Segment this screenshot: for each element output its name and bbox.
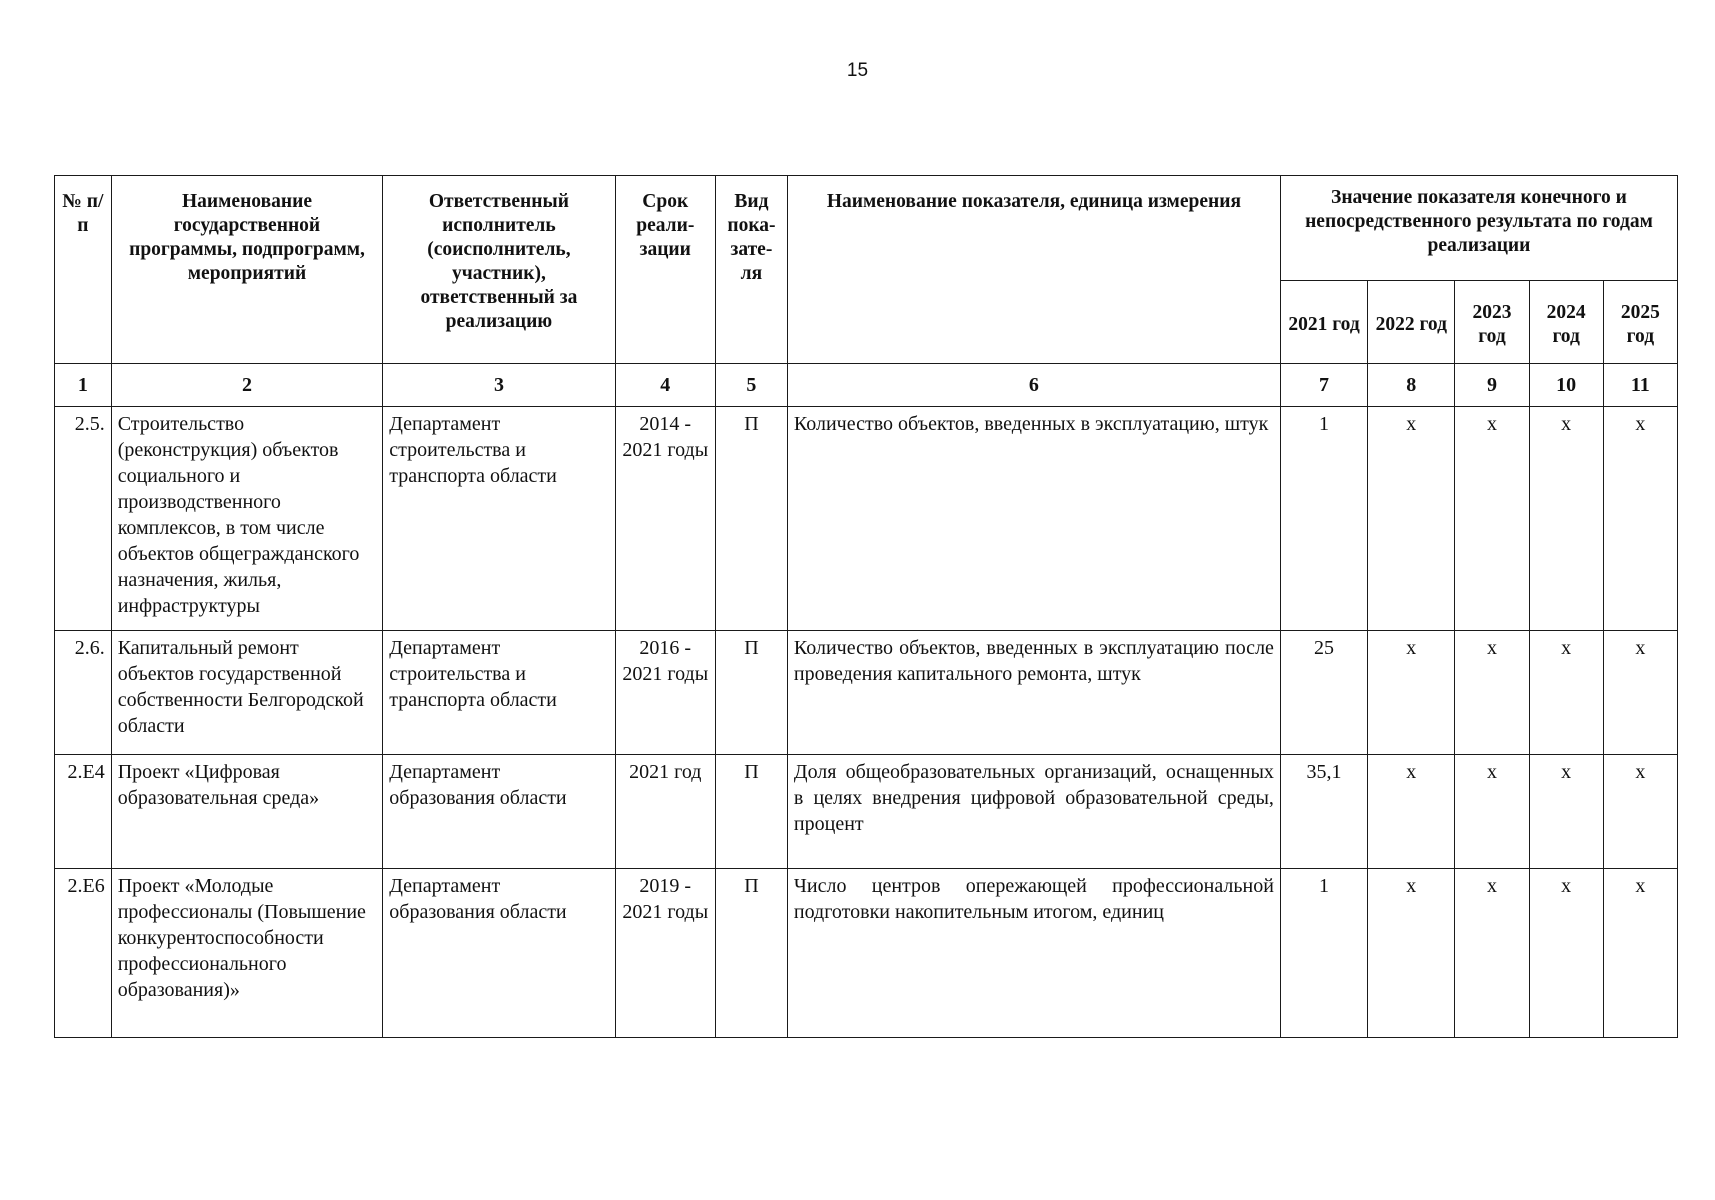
row-value-2023: х (1455, 755, 1529, 869)
row-number: 2.Е6 (55, 869, 112, 1038)
indicators-table (54, 175, 1678, 1038)
table-row (55, 407, 1678, 631)
table-header-row (55, 176, 1678, 281)
page-number: 15 (846, 60, 869, 81)
column-number: 7 (1280, 364, 1367, 407)
row-value-2022: х (1368, 869, 1455, 1038)
row-value-2023: х (1455, 869, 1529, 1038)
row-program-name: Капитальный ремонт объектов государственной собственности Белгородской области (111, 631, 383, 755)
header-indicator-name: Наименование показателя, единица измерения (787, 176, 1280, 364)
row-indicator-kind: П (715, 869, 787, 1038)
table-row (55, 631, 1678, 755)
row-value-2025: х (1603, 755, 1677, 869)
header-term: Срок реали-зации (615, 176, 715, 364)
row-number: 2.6. (55, 631, 112, 755)
row-indicator-name: Доля общеобразовательных организаций, оснащенных в целях внедрения цифровой образовательной среды, процент (787, 755, 1280, 869)
row-value-2024: х (1529, 755, 1603, 869)
header-values-group: Значение показателя конечного и непосредственного результата по годам реализации (1280, 176, 1677, 281)
row-indicator-kind: П (715, 631, 787, 755)
row-value-2023: х (1455, 407, 1529, 631)
row-value-2021: 25 (1280, 631, 1367, 755)
row-number: 2.Е4 (55, 755, 112, 869)
row-value-2025: х (1603, 631, 1677, 755)
column-number: 4 (615, 364, 715, 407)
column-number: 6 (787, 364, 1280, 407)
column-number: 9 (1455, 364, 1529, 407)
column-number: 11 (1603, 364, 1677, 407)
row-indicator-kind: П (715, 755, 787, 869)
row-indicator-kind: П (715, 407, 787, 631)
row-value-2022: х (1368, 631, 1455, 755)
header-year-2024: 2024 год (1529, 281, 1603, 364)
header-executor: Ответственный исполнитель (соисполнитель, участник), ответственный за реализацию (383, 176, 615, 364)
header-year-2022: 2022 год (1368, 281, 1455, 364)
column-number: 5 (715, 364, 787, 407)
header-program-name: Наименование государственной программы, подпрограмм, мероприятий (111, 176, 383, 364)
header-number: № п/п (55, 176, 112, 364)
column-number: 8 (1368, 364, 1455, 407)
column-number: 1 (55, 364, 112, 407)
column-numbers-row (55, 364, 1678, 407)
row-value-2024: х (1529, 631, 1603, 755)
row-indicator-name: Количество объектов, введенных в эксплуатацию после проведения капитального ремонта, штук (787, 631, 1280, 755)
table-row (55, 869, 1678, 1038)
row-indicator-name: Число центров опережающей профессиональной подготовки накопительным итогом, единиц (787, 869, 1280, 1038)
header-year-2021: 2021 год (1280, 281, 1367, 364)
row-value-2021: 1 (1280, 869, 1367, 1038)
header-year-2023: 2023 год (1455, 281, 1529, 364)
row-program-name: Проект «Цифровая образовательная среда» (111, 755, 383, 869)
header-indicator-kind: Вид пока-зате-ля (715, 176, 787, 364)
row-term: 2021 год (615, 755, 715, 869)
row-value-2025: х (1603, 869, 1677, 1038)
column-number: 3 (383, 364, 615, 407)
row-term: 2014 - 2021 годы (615, 407, 715, 631)
row-executor: Департамент образования области (383, 755, 615, 869)
table-row (55, 755, 1678, 869)
row-program-name: Строительство (реконструкция) объектов социального и производственного комплексов, в том числе объектов общегражданского назначения, жилья, инфраструктуры (111, 407, 383, 631)
row-value-2022: х (1368, 407, 1455, 631)
row-number: 2.5. (55, 407, 112, 631)
row-value-2021: 1 (1280, 407, 1367, 631)
row-value-2024: х (1529, 869, 1603, 1038)
row-value-2023: х (1455, 631, 1529, 755)
header-year-2025: 2025 год (1603, 281, 1677, 364)
row-term: 2016 - 2021 годы (615, 631, 715, 755)
column-number: 2 (111, 364, 383, 407)
column-number: 10 (1529, 364, 1603, 407)
row-executor: Департамент строительства и транспорта области (383, 631, 615, 755)
row-term: 2019 - 2021 годы (615, 869, 715, 1038)
row-executor: Департамент строительства и транспорта области (383, 407, 615, 631)
row-executor: Департамент образования области (383, 869, 615, 1038)
row-indicator-name: Количество объектов, введенных в эксплуатацию, штук (787, 407, 1280, 631)
row-value-2021: 35,1 (1280, 755, 1367, 869)
row-value-2024: х (1529, 407, 1603, 631)
row-value-2025: х (1603, 407, 1677, 631)
row-value-2022: х (1368, 755, 1455, 869)
row-program-name: Проект «Молодые профессионалы (Повышение конкурентоспособности профессионального образования)» (111, 869, 383, 1038)
